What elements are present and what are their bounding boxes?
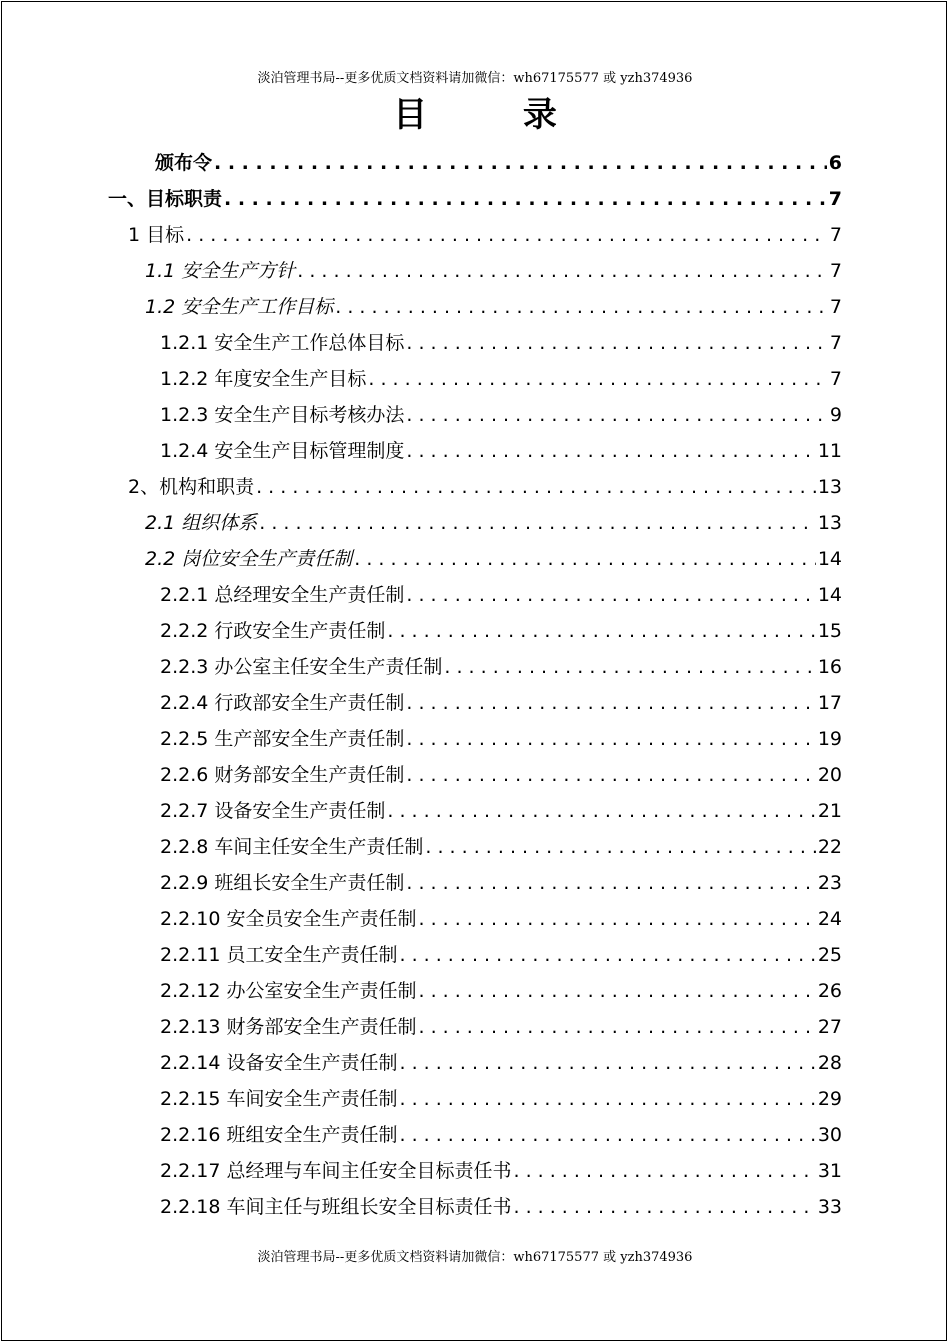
toc-entry-page: 23 bbox=[817, 872, 842, 894]
toc-entry[interactable] bbox=[160, 1082, 842, 1116]
toc-entry-label: 1.2.2 年度安全生产目标 bbox=[160, 368, 367, 390]
toc-entry-label: 2、机构和职责 bbox=[128, 476, 255, 498]
toc-entry[interactable] bbox=[160, 578, 842, 612]
toc-entry-page: 7 bbox=[829, 296, 842, 318]
toc-leader-dots bbox=[418, 1010, 815, 1044]
toc-leader-dots bbox=[406, 434, 815, 468]
toc-entry-label: 1.2 安全生产工作目标 bbox=[145, 296, 334, 318]
toc-entry-page: 22 bbox=[817, 836, 842, 858]
toc-leader-dots bbox=[368, 362, 828, 396]
toc-entry[interactable] bbox=[160, 1118, 842, 1152]
header-note: 淡泊管理书局--更多优质文档资料请加微信：wh67175577 或 yzh374936 bbox=[257, 71, 693, 86]
toc-leader-dots bbox=[406, 866, 815, 900]
toc-entry-label: 1.2.4 安全生产目标管理制度 bbox=[160, 440, 405, 462]
toc-leader-dots bbox=[224, 182, 827, 216]
toc-entry-label: 2.2.18 车间主任与班组长安全目标责任书 bbox=[160, 1196, 512, 1218]
toc-entry-page: 9 bbox=[829, 404, 842, 426]
toc-entry-page: 21 bbox=[817, 800, 842, 822]
toc-leader-dots bbox=[406, 326, 828, 360]
toc-entry-label: 1.2.3 安全生产目标考核办法 bbox=[160, 404, 405, 426]
toc-leader-dots bbox=[399, 938, 815, 972]
toc-entry-page: 11 bbox=[817, 440, 842, 462]
toc-entry-label: 1 目标 bbox=[128, 224, 185, 246]
footer-note: 淡泊管理书局--更多优质文档资料请加微信：wh67175577 或 yzh374936 bbox=[257, 1250, 693, 1265]
toc-entry[interactable] bbox=[160, 650, 842, 684]
toc-entry[interactable] bbox=[145, 290, 842, 324]
toc-entry[interactable] bbox=[160, 830, 842, 864]
toc-entry[interactable] bbox=[160, 1190, 842, 1224]
toc-entry-label: 2.2.8 车间主任安全生产责任制 bbox=[160, 836, 424, 858]
toc-entry[interactable] bbox=[160, 362, 842, 396]
toc-entry-label: 2.2 岗位安全生产责任制 bbox=[145, 548, 353, 570]
toc-entry-page: 20 bbox=[817, 764, 842, 786]
toc-entry-page: 24 bbox=[817, 908, 842, 930]
toc-entry[interactable] bbox=[160, 974, 842, 1008]
toc-entry-label: 颁布令 bbox=[155, 152, 213, 174]
toc-leader-dots bbox=[399, 1118, 815, 1152]
toc-entry-label: 2.1 组织体系 bbox=[145, 512, 258, 534]
toc-entry-page: 19 bbox=[817, 728, 842, 750]
toc-entry-page: 17 bbox=[817, 692, 842, 714]
toc-entry-label: 2.2.12 办公室安全生产责任制 bbox=[160, 980, 417, 1002]
toc-entry[interactable] bbox=[160, 1046, 842, 1080]
toc-entry-label: 2.2.3 办公室主任安全生产责任制 bbox=[160, 656, 443, 678]
toc-leader-dots bbox=[256, 470, 816, 504]
toc-entry[interactable] bbox=[160, 902, 842, 936]
toc-entry-page: 29 bbox=[817, 1088, 842, 1110]
toc-leader-dots bbox=[399, 1046, 815, 1080]
toc-leader-dots bbox=[513, 1190, 815, 1224]
toc-entry[interactable] bbox=[160, 722, 842, 756]
toc-entry[interactable] bbox=[145, 506, 842, 540]
toc-leader-dots bbox=[214, 146, 827, 180]
toc-entry-page: 6 bbox=[828, 152, 842, 174]
toc-entry-page: 7 bbox=[829, 332, 842, 354]
toc-entry-page: 15 bbox=[817, 620, 842, 642]
toc-entry[interactable] bbox=[160, 794, 842, 828]
toc-leader-dots bbox=[335, 290, 828, 324]
toc-leader-dots bbox=[354, 542, 816, 576]
toc-leader-dots bbox=[259, 506, 816, 540]
toc-entry-label: 2.2.17 总经理与车间主任安全目标责任书 bbox=[160, 1160, 512, 1182]
toc-entry-label: 2.2.10 安全员安全生产责任制 bbox=[160, 908, 417, 930]
toc-entry-page: 33 bbox=[817, 1196, 842, 1218]
toc-leader-dots bbox=[406, 722, 815, 756]
toc-entry-label: 2.2.2 行政安全生产责任制 bbox=[160, 620, 386, 642]
toc-entry[interactable] bbox=[160, 866, 842, 900]
toc-leader-dots bbox=[418, 902, 815, 936]
toc-leader-dots bbox=[297, 254, 828, 288]
toc-entry-page: 13 bbox=[817, 512, 842, 534]
toc-entry-page: 28 bbox=[817, 1052, 842, 1074]
toc-entry-label: 2.2.15 车间安全生产责任制 bbox=[160, 1088, 398, 1110]
toc-entry[interactable] bbox=[145, 542, 842, 576]
toc-entry-page: 7 bbox=[829, 260, 842, 282]
toc-entry-label: 2.2.9 班组长安全生产责任制 bbox=[160, 872, 405, 894]
toc-entry-label: 2.2.5 生产部安全生产责任制 bbox=[160, 728, 405, 750]
toc-leader-dots bbox=[387, 614, 815, 648]
toc-entry-page: 27 bbox=[817, 1016, 842, 1038]
toc-entry-label: 2.2.11 员工安全生产责任制 bbox=[160, 944, 398, 966]
toc-entry[interactable] bbox=[128, 470, 842, 504]
toc-leader-dots bbox=[406, 398, 828, 432]
toc-entry-page: 7 bbox=[828, 188, 842, 210]
toc-entry-label: 2.2.4 行政部安全生产责任制 bbox=[160, 692, 405, 714]
toc-title: 目 录 bbox=[393, 95, 599, 135]
toc-entry[interactable] bbox=[160, 686, 842, 720]
toc-entry-page: 26 bbox=[817, 980, 842, 1002]
toc-entry-page: 7 bbox=[829, 224, 842, 246]
toc-entry-label: 2.2.13 财务部安全生产责任制 bbox=[160, 1016, 417, 1038]
toc-entry-label: 2.2.6 财务部安全生产责任制 bbox=[160, 764, 405, 786]
toc-entry-page: 14 bbox=[817, 584, 842, 606]
toc-entry[interactable] bbox=[160, 758, 842, 792]
toc-entry-page: 25 bbox=[817, 944, 842, 966]
toc-entry[interactable] bbox=[145, 254, 842, 288]
toc-entry[interactable] bbox=[160, 398, 842, 432]
toc-leader-dots bbox=[406, 686, 815, 720]
toc-entry-page: 16 bbox=[817, 656, 842, 678]
toc-entry[interactable] bbox=[160, 938, 842, 972]
toc-entry-label: 2.2.7 设备安全生产责任制 bbox=[160, 800, 386, 822]
toc-leader-dots bbox=[513, 1154, 815, 1188]
toc-entry-label: 2.2.16 班组安全生产责任制 bbox=[160, 1124, 398, 1146]
toc-entry-label: 一、目标职责 bbox=[108, 188, 223, 210]
toc-entry-page: 31 bbox=[817, 1160, 842, 1182]
toc-leader-dots bbox=[399, 1082, 815, 1116]
toc-entry-label: 1.1 安全生产方针 bbox=[145, 260, 296, 282]
toc-entry[interactable] bbox=[160, 1010, 842, 1044]
toc-entry-preface[interactable] bbox=[155, 146, 842, 180]
toc-leader-dots bbox=[425, 830, 815, 864]
toc-entry[interactable] bbox=[160, 614, 842, 648]
toc-leader-dots bbox=[406, 578, 815, 612]
toc-leader-dots bbox=[418, 974, 815, 1008]
toc-leader-dots bbox=[186, 218, 828, 252]
toc-entry-section-1[interactable] bbox=[108, 182, 842, 216]
toc-leader-dots bbox=[444, 650, 815, 684]
toc-entry-page: 14 bbox=[817, 548, 842, 570]
toc-entry[interactable] bbox=[160, 326, 842, 360]
toc-entry-page: 7 bbox=[829, 368, 842, 390]
toc-entry[interactable] bbox=[128, 218, 842, 252]
toc-entry[interactable] bbox=[160, 434, 842, 468]
toc-entry[interactable] bbox=[160, 1154, 842, 1188]
toc-leader-dots bbox=[387, 794, 815, 828]
toc-entry-label: 1.2.1 安全生产工作总体目标 bbox=[160, 332, 405, 354]
toc-leader-dots bbox=[406, 758, 815, 792]
toc-entry-label: 2.2.14 设备安全生产责任制 bbox=[160, 1052, 398, 1074]
toc-entry-page: 13 bbox=[817, 476, 842, 498]
toc-entry-page: 30 bbox=[817, 1124, 842, 1146]
toc-entry-label: 2.2.1 总经理安全生产责任制 bbox=[160, 584, 405, 606]
